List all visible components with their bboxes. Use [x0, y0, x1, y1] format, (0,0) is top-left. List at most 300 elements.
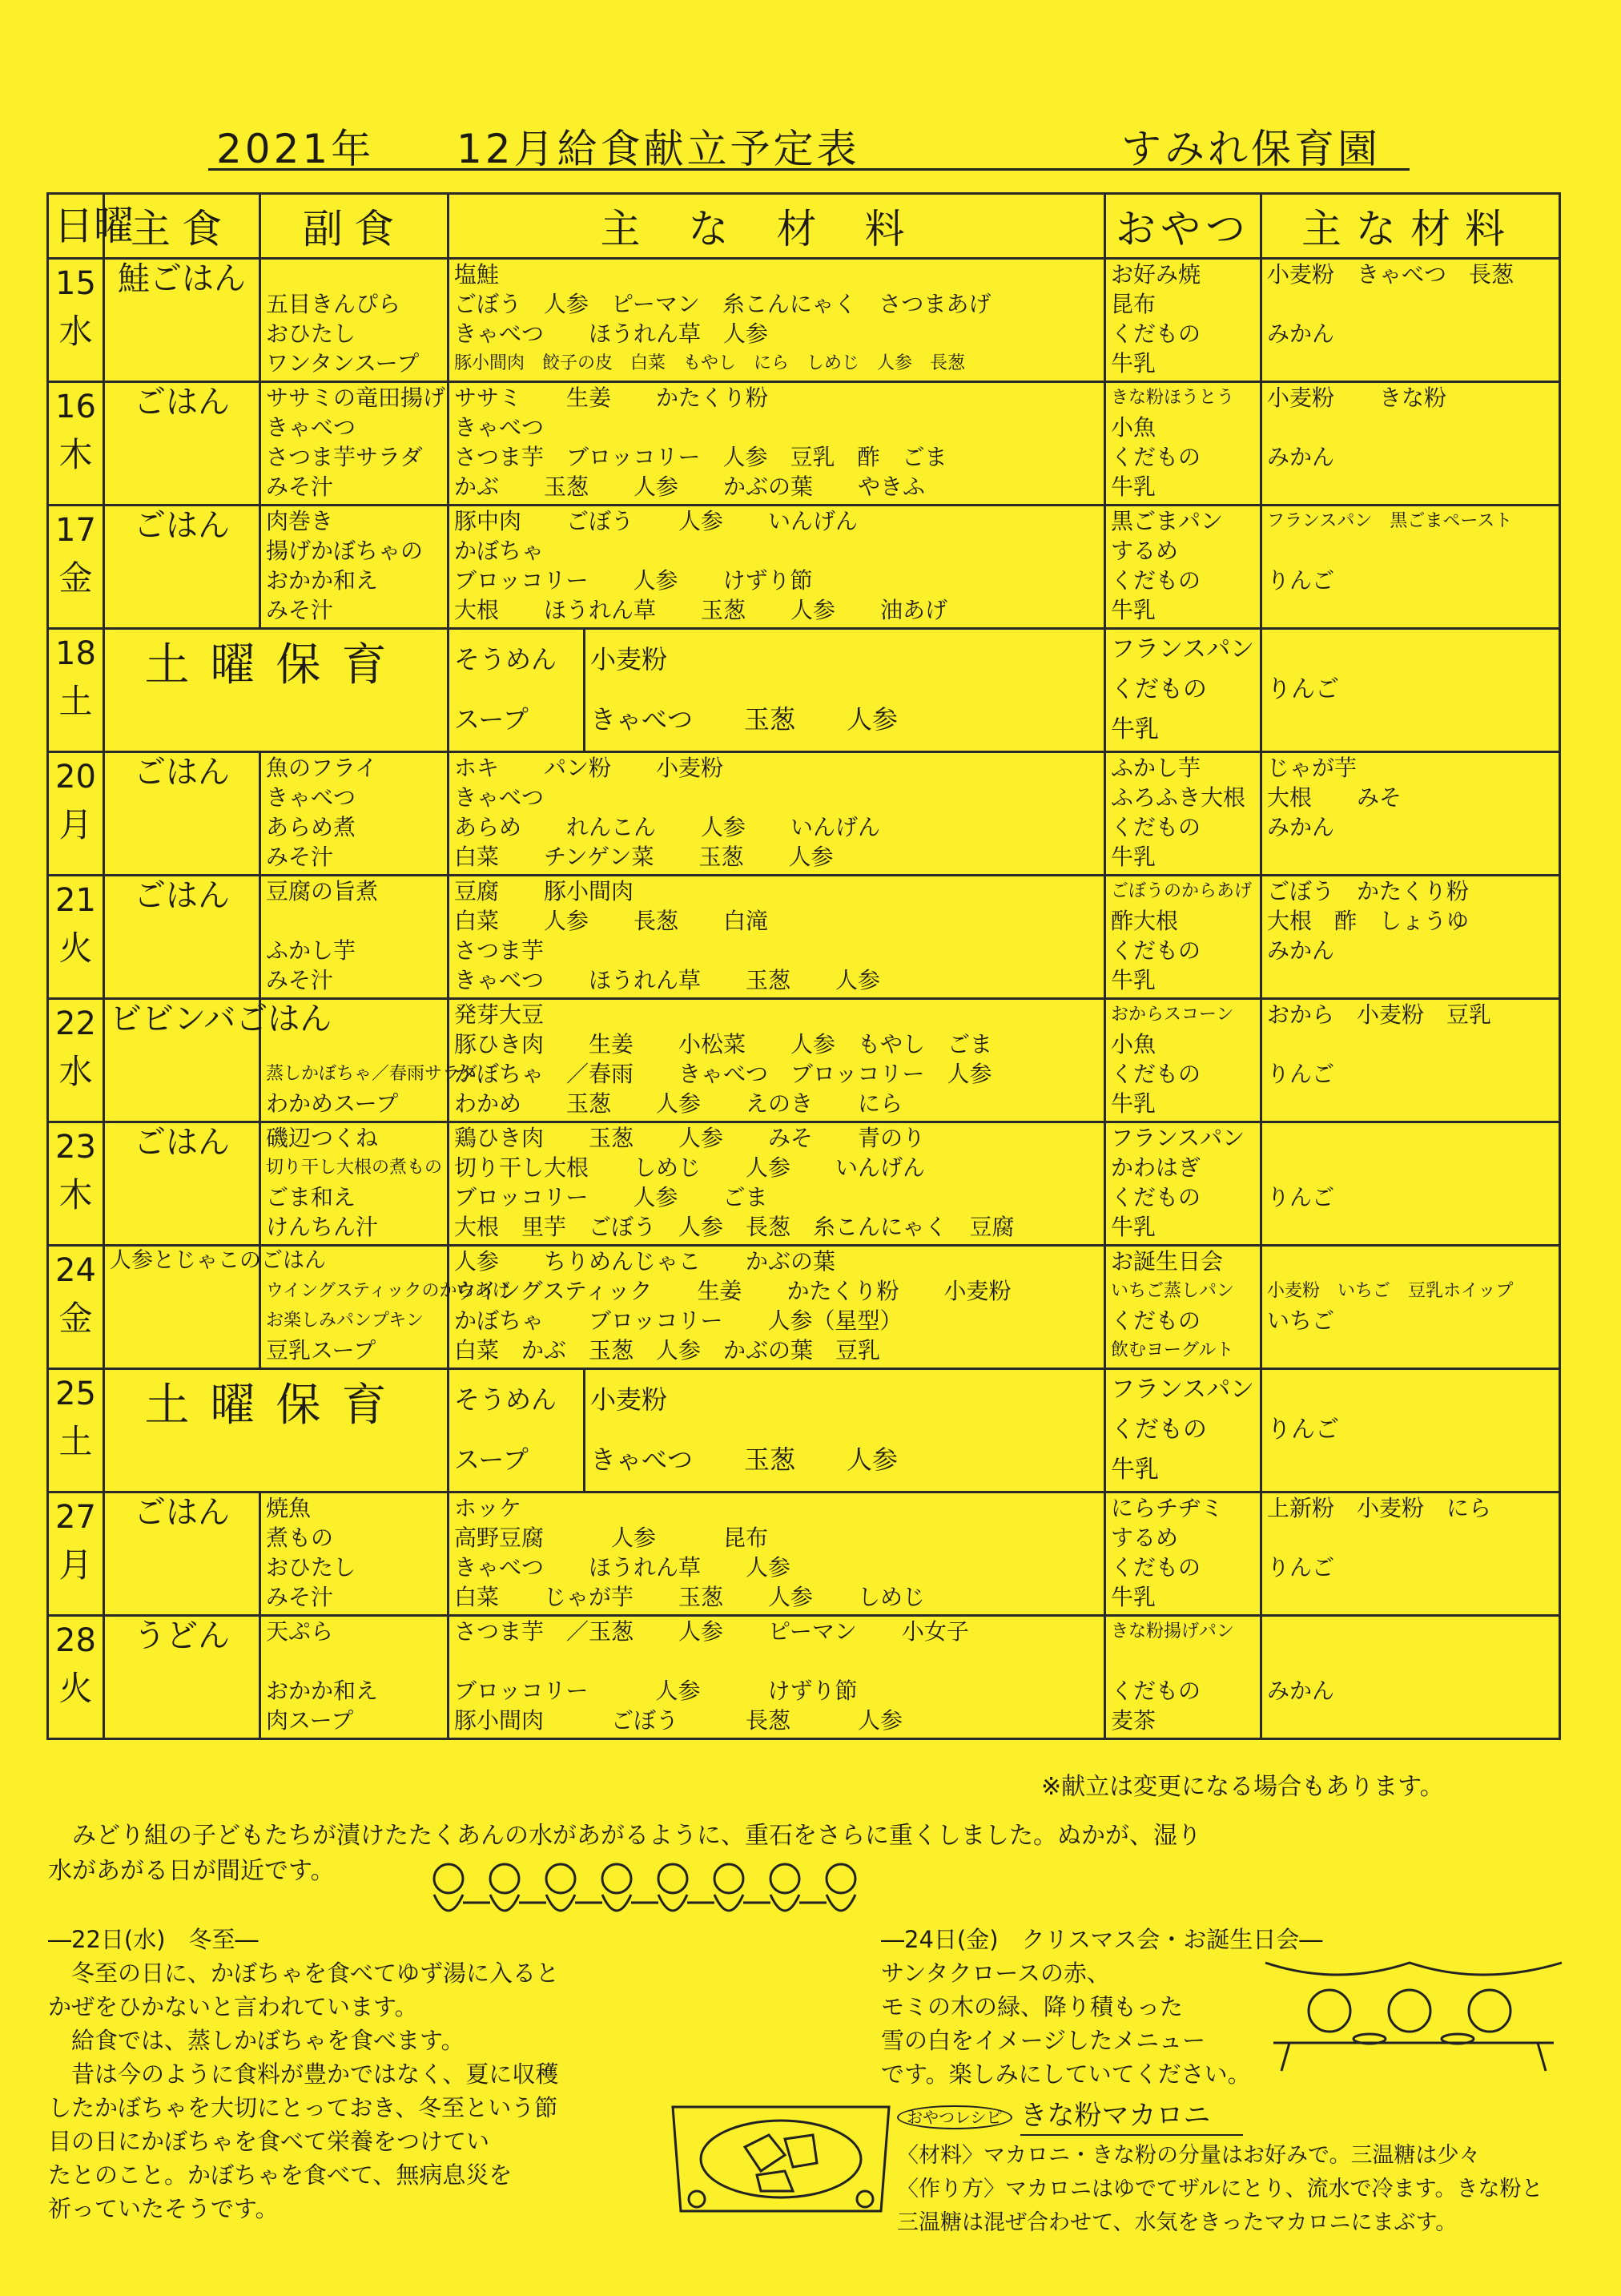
ingredients-cell [448, 259, 1105, 382]
menu-row [48, 506, 1560, 629]
winter-note-line: たとのこと。かぼちゃを食べて、無病息災を [48, 2161, 513, 2189]
ingredients-cell [448, 1616, 1105, 1739]
staple-cell: 鮭ごはん [104, 259, 260, 382]
snack-line: 麦茶 [1111, 1707, 1156, 1734]
snack-ingredient-line [1267, 1089, 1554, 1118]
saturday-dish: そうめん [454, 1384, 557, 1415]
snack-ingredient-line: ごぼう かたくり粉 [1267, 878, 1470, 904]
snack-cell [1105, 382, 1261, 506]
snack-ingredients-cell [1261, 259, 1560, 382]
snack-ingredients-cell [1261, 506, 1560, 629]
ingredients-cell [448, 876, 1105, 999]
staple-cell: ごはん [104, 752, 260, 876]
snack-ingredient-line: 小麦粉 きな粉 [1267, 385, 1447, 411]
pumpkin-dish-illustration [665, 2091, 897, 2227]
ingredient-line: 豆腐 豚小間肉 [454, 878, 634, 904]
snack-line: 牛乳 [1111, 350, 1156, 377]
ingredient-line: 大根 里芋 ごぼう 人参 長葱 糸こんにゃく 豆腐 [454, 1214, 1015, 1240]
day-of-week: 木 [58, 1175, 93, 1214]
day-of-week: 木 [58, 435, 93, 474]
snack-ingredients-cell [1261, 1122, 1560, 1246]
date-number: 17 [55, 512, 96, 549]
snack-cell [1105, 876, 1261, 999]
saturday-care-label: 土曜保育 [104, 1369, 448, 1492]
date-number: 24 [55, 1252, 96, 1289]
snack-line: ふろふき大根 [1111, 784, 1246, 811]
snack-ingredient-line [1267, 413, 1554, 442]
snack-ingredients-cell [1261, 1616, 1560, 1739]
staple-cell: 人参とじゃこのごはん [104, 1246, 260, 1369]
snack-line: くだもの [1111, 1184, 1201, 1210]
ingredient-line: かぼちゃ ブロッコリー 人参（星型） [454, 1307, 903, 1334]
menu-row [48, 1492, 1560, 1616]
snack-ingredient-line: 大根 みそ [1267, 784, 1402, 811]
side-dish: 焼魚 [266, 1495, 312, 1521]
snack-line: 小魚 [1111, 1031, 1156, 1057]
ingredient-line: 切り干し大根 しめじ 人参 いんげん [454, 1154, 926, 1181]
date-number: 23 [55, 1129, 96, 1166]
snack-ingredients-cell [1261, 752, 1560, 876]
snack-recipe [897, 2099, 1586, 2240]
snack-ingredient-line: みかん [1267, 444, 1335, 470]
snack-line: ふかし芋 [1111, 755, 1201, 781]
staple-cell: ビビンバごはん [104, 999, 260, 1122]
ingredient-line: あらめ れんこん 人参 いんげん [454, 814, 881, 840]
snack-ingredient-line [1267, 1706, 1554, 1735]
side-dish: ワンタンスープ [266, 350, 420, 377]
saturday-dish: スープ [454, 1444, 529, 1475]
menu-change-note: ※献立は変更になる場合もあります。 [1041, 1773, 1444, 1801]
date-cell [48, 876, 104, 999]
staple-cell: ごはん [104, 382, 260, 506]
snack-ingredient-line [1267, 1523, 1554, 1553]
snack-ingredients-cell [1261, 1369, 1560, 1492]
menu-row [48, 1616, 1560, 1739]
side-dish: みそ汁 [266, 1584, 334, 1610]
christmas-note-line: モミの木の緑、降り積もった [881, 1993, 1184, 2020]
col-staple-header: 主食 [104, 194, 260, 259]
snack-ingredient-line [1267, 965, 1554, 995]
day-of-week: 水 [58, 312, 93, 351]
side-dish: お楽しみパンプキン [266, 1311, 424, 1331]
ingredient-line: かぼちゃ ／春雨 きゃべつ ブロッコリー 人参 [454, 1061, 992, 1087]
snack-ingredient-line [1267, 1123, 1554, 1153]
snack-ingredient-line: みかん [1267, 1678, 1335, 1704]
ingredient-line: 白菜 人参 長葱 白滝 [454, 908, 769, 934]
title-school: すみれ保育園 [1121, 126, 1381, 172]
side-dish: おひたし [266, 320, 356, 347]
day-of-week: 金 [58, 1299, 93, 1338]
snack-line: 牛乳 [1111, 1584, 1156, 1610]
ingredient-line: 豚ひき肉 生姜 小松菜 人参 もやし ごま [454, 1031, 993, 1057]
date-number: 16 [55, 389, 96, 425]
winter-note-line: 目の日にかぼちゃを食べて栄養をつけてい [48, 2128, 490, 2155]
snack-ingredient-line [1267, 348, 1554, 378]
snack-ingredient-line: 大根 酢 しょうゆ [1267, 908, 1470, 934]
side-dish: みそ汁 [266, 844, 334, 870]
date-number: 27 [55, 1499, 96, 1536]
snack-line: くだもの [1111, 1061, 1201, 1087]
snack-ingredient-line [1267, 289, 1554, 319]
snack-line: 飲むヨーグルト [1111, 1340, 1234, 1360]
ingredient-line: 高野豆腐 人参 昆布 [454, 1525, 769, 1551]
ingredients-cell [448, 1122, 1105, 1246]
snack-line: 牛乳 [1111, 597, 1156, 623]
side-dish: きゃべつ [266, 414, 356, 441]
date-number: 28 [55, 1622, 96, 1659]
winter-note-line: 昔は今のように食料が豊かではなく、夏に収穫 [48, 2060, 559, 2088]
date-cell [48, 752, 104, 876]
date-cell [48, 1492, 104, 1616]
date-number: 15 [55, 265, 96, 302]
ingredient-line: 白菜 チンゲン菜 玉葱 人参 [454, 844, 834, 870]
snack-line: 牛乳 [1111, 967, 1156, 993]
side-dish: きゃべつ [266, 784, 356, 811]
side-dish: 魚のフライ [266, 755, 378, 781]
ingredient-line: ウイングスティック 生姜 かたくり粉 小麦粉 [454, 1278, 1012, 1304]
recipe-title: きな粉マカロニ [1020, 2099, 1243, 2136]
snack-line: お好み焼 [1111, 261, 1201, 288]
snack-cell [1105, 1122, 1261, 1246]
ingredient-line [454, 1646, 1099, 1676]
day-of-week: 火 [58, 1669, 93, 1708]
ingredient-line: さつま芋 ／玉葱 人参 ピーマン 小女子 [454, 1618, 969, 1645]
winter-note-line: 冬至の日に、かぼちゃを食べてゆず湯に入ると [48, 1960, 560, 1987]
ingredient-line: わかめ 玉葱 人参 えのき にら [454, 1090, 903, 1117]
christmas-note-line: サンタクロースの赤、 [881, 1960, 1110, 1987]
saturday-ingredient-line: 小麦粉 [590, 644, 668, 675]
snack-line [1111, 1646, 1255, 1676]
snack-line: フランスパン [1111, 1376, 1255, 1404]
snack-cell [1105, 1369, 1261, 1492]
date-cell [48, 1616, 104, 1739]
menu-row [48, 1246, 1560, 1369]
snack-cell [1105, 629, 1261, 752]
side-dish: わかめスープ [266, 1090, 399, 1117]
snack-line: お誕生日会 [1111, 1248, 1224, 1275]
saturday-dish: スープ [454, 704, 529, 735]
side-dish: 五目きんぴら [266, 291, 401, 317]
staple-cell: ごはん [104, 876, 260, 999]
menu-row [48, 999, 1560, 1122]
snack-line: くだもの [1111, 320, 1201, 347]
ingredient-line: ブロッコリー 人参 けずり節 [454, 567, 813, 594]
snack-ingredient-line [1267, 536, 1554, 566]
col-ingredients-header: 主な材料 [448, 194, 1105, 259]
snack-ingredient-line [1267, 1370, 1554, 1410]
staple-cell: ごはん [104, 1492, 260, 1616]
snack-ingredient-line [1267, 1153, 1554, 1182]
snack-cell [1105, 1616, 1261, 1739]
snack-line: ごぼうのからあげ [1111, 881, 1253, 901]
side-dish: あらめ煮 [266, 814, 356, 840]
snack-ingredients-cell [1261, 382, 1560, 506]
snack-line: いちご蒸しパン [1111, 1281, 1235, 1301]
ingredient-line: 鶏ひき肉 玉葱 人参 みそ 青のり [454, 1125, 926, 1151]
ingredient-line: ホキ パン粉 小麦粉 [454, 755, 724, 781]
ingredient-line: 豚中肉 ごぼう 人参 いんげん [454, 508, 859, 534]
side-dish: ふかし芋 [266, 937, 356, 964]
snack-ingredient-line [1267, 710, 1554, 750]
title-year: 2021年 [216, 126, 375, 172]
winter-note-line: 給食では、蒸しかぼちゃを食べます。 [48, 2027, 465, 2054]
winter-note-line: したかぼちゃを大切にとっておき、冬至という節 [48, 2094, 558, 2121]
snack-ingredient-line [1267, 1212, 1554, 1242]
saturday-ingredient-line: 小麦粉 [590, 1384, 668, 1415]
recipe-line: 〈材料〉マカロニ・きな粉の分量はお好みで。三温糖は少々 [897, 2143, 1481, 2168]
snack-ingredients-cell [1261, 876, 1560, 999]
snack-ingredient-line: 上新粉 小麦粉 にら [1267, 1495, 1492, 1521]
side-dish-cell [260, 506, 448, 629]
ingredient-line: ごぼう 人参 ピーマン 糸こんにゃく さつまあげ [454, 291, 992, 317]
ingredient-line: 白菜 かぶ 玉葱 人参 かぶの葉 豆乳 [454, 1337, 881, 1364]
snack-line: くだもの [1111, 1307, 1201, 1334]
snack-ingredient-line [1267, 842, 1554, 872]
snack-ingredient-line [1267, 630, 1554, 670]
day-of-week: 土 [58, 682, 93, 721]
side-dish [266, 906, 442, 936]
side-dish: おひたし [266, 1554, 356, 1581]
day-of-week: 金 [58, 558, 93, 598]
snack-ingredient-line: 小麦粉 いちご 豆乳ホイップ [1267, 1281, 1514, 1301]
ingredient-line: さつま芋 [454, 937, 545, 964]
side-dish: おかか和え [266, 567, 379, 594]
christmas-heading: ―24日(金) クリスマス会・お誕生日会― [881, 1926, 1323, 1953]
snack-ingredient-line: りんご [1267, 675, 1339, 703]
side-dish [266, 1646, 442, 1676]
side-dish: 肉巻き [266, 508, 334, 534]
date-number: 21 [55, 882, 96, 919]
ingredient-line: 大根 ほうれん草 玉葱 人参 油あげ [454, 597, 948, 623]
saturday-ingredient-line: きゃべつ 玉葱 人参 [590, 1444, 899, 1475]
day-of-week: 火 [58, 928, 93, 968]
col-side-header: 副食 [260, 194, 448, 259]
winter-heading: ―22日(水) 冬至― [48, 1926, 259, 1953]
side-dish-cell [260, 876, 448, 999]
snack-line: 牛乳 [1111, 1456, 1159, 1484]
ingredient-line: ササミ 生姜 かたくり粉 [454, 385, 769, 411]
date-cell [48, 1246, 104, 1369]
ingredients-cell [448, 1246, 1105, 1369]
staple-cell: ごはん [104, 1122, 260, 1246]
day-of-week: 水 [58, 1052, 93, 1091]
ingredient-line: 発芽大豆 [454, 1001, 545, 1028]
winter-note-line: かぜをひかないと言われています。 [48, 1993, 418, 2020]
side-dish: おかか和え [266, 1678, 379, 1704]
side-dish: みそ汁 [266, 473, 334, 500]
side-dish: 磯辺つくね [266, 1125, 379, 1151]
page-title [208, 112, 1410, 171]
side-dish: 豆腐の旨煮 [266, 878, 379, 904]
date-number: 20 [55, 759, 96, 796]
snack-line: くだもの [1111, 937, 1201, 964]
side-dish-cell [260, 382, 448, 506]
snack-line: するめ [1111, 538, 1179, 564]
snack-line: フランスパン [1111, 635, 1255, 663]
snack-line: 昆布 [1111, 291, 1156, 317]
saturday-care-label: 土曜保育 [104, 629, 448, 752]
snack-line: かわはぎ [1111, 1154, 1201, 1181]
snack-ingredient-line: みかん [1267, 320, 1335, 347]
date-cell [48, 1369, 104, 1492]
menu-row [48, 1122, 1560, 1246]
snack-line: 牛乳 [1111, 715, 1159, 743]
snack-line: きな粉揚げパン [1111, 1621, 1235, 1641]
date-number: 22 [55, 1005, 96, 1042]
ingredient-line: きゃべつ [454, 784, 545, 811]
side-dish-cell [260, 259, 448, 382]
col-snack-ingredients-header: 主な材料 [1261, 194, 1560, 259]
saturday-ingredients-cell [585, 1369, 1105, 1492]
side-dish: みそ汁 [266, 967, 334, 993]
ingredients-cell [448, 506, 1105, 629]
side-dish: さつま芋サラダ [266, 444, 423, 470]
snack-line: 牛乳 [1111, 1214, 1156, 1240]
menu-row [48, 259, 1560, 382]
menu-row [48, 876, 1560, 999]
header-row [48, 194, 1560, 259]
snack-line: くだもの [1111, 1678, 1201, 1704]
snack-ingredient-line: おから 小麦粉 豆乳 [1267, 1001, 1492, 1028]
ingredient-line: 塩鮭 [454, 261, 500, 288]
snack-ingredient-line: 小麦粉 きゃべつ 長葱 [1267, 261, 1514, 288]
snack-line: フランスパン [1111, 1125, 1245, 1151]
ingredient-line: 豚小間肉 餃子の皮 白菜 もやし にら しめじ 人参 長葱 [454, 353, 966, 373]
side-dish: 切り干し大根の煮もの [266, 1158, 443, 1178]
ingredient-line: 白菜 じゃが芋 玉葱 人参 しめじ [454, 1584, 926, 1610]
snack-line: くだもの [1111, 675, 1207, 703]
snack-ingredient-line [1267, 1335, 1554, 1365]
staple-cell: ごはん [104, 506, 260, 629]
recipe-line: 〈作り方〉マカロニはゆでてザルにとり、流水で冷ます。きな粉と [897, 2177, 1543, 2201]
snack-ingredient-line: みかん [1267, 814, 1335, 840]
snack-line: くだもの [1111, 567, 1201, 594]
winter-solstice-note [48, 1923, 689, 2226]
snack-ingredients-cell [1261, 1492, 1560, 1616]
col-date-header: 日曜 [48, 194, 104, 259]
snack-line: にらチヂミ [1111, 1495, 1224, 1521]
date-cell [48, 382, 104, 506]
saturday-ingredients-cell [585, 629, 1105, 752]
snack-line: くだもの [1111, 444, 1201, 470]
ingredient-line: きゃべつ ほうれん草 人参 [454, 1554, 791, 1581]
ingredient-line: きゃべつ [454, 414, 545, 441]
snack-line: くだもの [1111, 814, 1201, 840]
side-dish: みそ汁 [266, 597, 334, 623]
snack-line: くだもの [1111, 1416, 1207, 1444]
christmas-note-line: です。楽しみにしていてください。 [881, 2060, 1251, 2088]
snack-ingredient-line [1267, 1646, 1554, 1676]
recipe-header [897, 2099, 1586, 2136]
ingredient-line: ブロッコリー 人参 ごま [454, 1184, 768, 1210]
saturday-dish: そうめん [454, 644, 557, 675]
ingredient-line: きゃべつ ほうれん草 玉葱 人参 [454, 967, 881, 993]
snack-ingredient-line: りんご [1267, 1554, 1335, 1581]
snack-ingredient-line: フランスパン 黒ごまペースト [1267, 511, 1513, 531]
snack-ingredient-line [1267, 1029, 1554, 1059]
ingredient-line: ホッケ [454, 1495, 522, 1521]
date-number: 18 [55, 635, 96, 672]
side-dish-cell [260, 1616, 448, 1739]
christmas-note-line: 雪の白をイメージしたメニュー [881, 2027, 1206, 2054]
day-of-week: 土 [58, 1422, 93, 1461]
staple-cell: うどん [104, 1616, 260, 1739]
side-dish: 天ぷら [266, 1618, 334, 1645]
snack-line: 牛乳 [1111, 1090, 1156, 1117]
side-dish-cell [260, 1122, 448, 1246]
snack-line: おからスコーン [1111, 1005, 1234, 1025]
title-main: 12月給食献立予定表 [457, 126, 860, 172]
saturday-ingredient-line: きゃべつ 玉葱 人参 [590, 704, 899, 735]
snack-line: 黒ごまパン [1111, 508, 1224, 534]
side-dish-cell [260, 1492, 448, 1616]
menu-row [48, 629, 1560, 752]
ingredient-line: 人参 ちりめんじゃこ かぶの葉 [454, 1248, 836, 1275]
snack-cell [1105, 1246, 1261, 1369]
snack-ingredient-line: いちご [1267, 1307, 1335, 1334]
snack-ingredient-line [1267, 1247, 1554, 1276]
ingredient-line: 豚小間肉 ごぼう 長葱 人参 [454, 1707, 903, 1734]
menu-row [48, 1369, 1560, 1492]
snack-cell [1105, 752, 1261, 876]
snack-ingredient-line [1267, 595, 1554, 625]
snack-ingredient-line: みかん [1267, 937, 1335, 964]
snack-line: 小魚 [1111, 414, 1156, 441]
snack-ingredients-cell [1261, 999, 1560, 1122]
menu-row [48, 752, 1560, 876]
snack-ingredient-line: りんご [1267, 1416, 1339, 1444]
side-dish: ササミの竜田揚げ [266, 385, 446, 411]
ingredients-cell [448, 999, 1105, 1122]
winter-note-line: 祈っていたそうです。 [48, 2195, 279, 2222]
snack-ingredient-line [1267, 472, 1554, 501]
side-dish: 蒸しかぼちゃ／春雨サラダ [266, 1064, 477, 1084]
snack-ingredient-line: りんご [1267, 567, 1335, 594]
side-dish: 豆乳スープ [266, 1337, 376, 1364]
date-cell [48, 506, 104, 629]
snack-line: きな粉ほうとう [1111, 388, 1235, 408]
saturday-dish-cell [448, 629, 585, 752]
menu-body [48, 259, 1560, 1739]
ingredients-cell [448, 752, 1105, 876]
snack-ingredient-line: りんご [1267, 1061, 1335, 1087]
date-cell [48, 1122, 104, 1246]
snack-line: 牛乳 [1111, 473, 1156, 500]
recipe-badge: おやつレシピ [897, 2105, 1012, 2129]
side-dish: ごま和え [266, 1184, 356, 1210]
ingredient-line: かぶ 玉葱 人参 かぶの葉 やきふ [454, 473, 926, 500]
side-dish: 肉スープ [266, 1707, 354, 1734]
day-of-week: 月 [58, 805, 93, 844]
snack-ingredient-line: りんご [1267, 1184, 1335, 1210]
snack-line: 酢大根 [1111, 908, 1179, 934]
col-snack-header: おやつ [1105, 194, 1261, 259]
snack-ingredient-line [1267, 1450, 1554, 1490]
date-cell [48, 629, 104, 752]
ingredient-line: きゃべつ ほうれん草 人参 [454, 320, 769, 347]
snack-ingredients-cell [1261, 1246, 1560, 1369]
christmas-party-illustration [1257, 1955, 1570, 2075]
recipe-line: 三温糖は混ぜ合わせて、水気をきったマカロニにまぶす。 [897, 2210, 1458, 2235]
day-of-week: 月 [58, 1545, 93, 1585]
snack-cell [1105, 1492, 1261, 1616]
snack-ingredient-line [1267, 1617, 1554, 1646]
takuan-paragraph-line-2: 水があがる日が間近です。 [48, 1857, 335, 1885]
saturday-dish-cell [448, 1369, 585, 1492]
ingredient-line: ブロッコリー 人参 けずり節 [454, 1678, 858, 1704]
snack-ingredient-line: じゃが芋 [1267, 755, 1358, 781]
ingredients-cell [448, 382, 1105, 506]
